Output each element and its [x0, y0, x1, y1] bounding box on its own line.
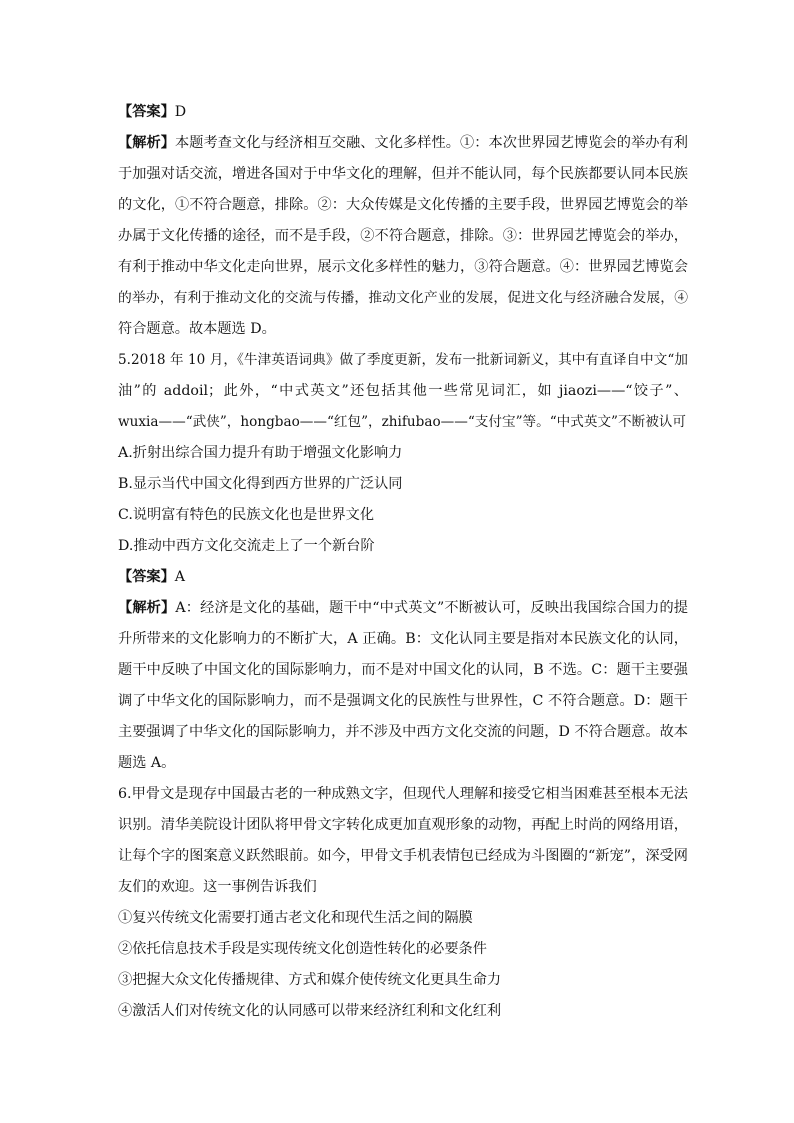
q4-answer [118, 97, 688, 128]
q5-option-b: B.显示当代中国文化得到西方世界的广泛认同 [118, 476, 403, 492]
q4-analysis-line: 于加强对话交流，增进各国对于中华文化的理解，但并不能认同，每个民族都要认同本民族 [118, 166, 688, 182]
q6-item-1: ①复兴传统文化需要打通古老文化和现代生活之间的隔膜 [118, 910, 473, 926]
q5-stem-line: 5.2018 年 10 月，《牛津英语词典》做了季度更新，发布一批新词新义，其中有直译自中文“加 [118, 352, 688, 368]
q5-analysis-line: 主要强调了中华文化的国际影响力，并不涉及中西方文化交流的问题，D 不符合题意。故本 [118, 724, 688, 740]
q4-analysis-line: 符合题意。故本题选 D。 [118, 321, 276, 337]
q6-stem-line: 让每个字的图案意义跃然眼前。如今，甲骨文手机表情包已经成为斗图圈的“新宠”，深受网 [118, 848, 688, 864]
q5-analysis-label: 【解析】 [118, 600, 176, 616]
q6-stem-line: 6.甲骨文是现存中国最古老的一种成熟文字，但现代人理解和接受它相当困难甚至根本无法 [118, 786, 688, 802]
q6-stem-line: 友们的欢迎。这一事例告诉我们 [118, 879, 317, 895]
q5-analysis-line [118, 593, 688, 624]
q5-option-c: C.说明富有特色的民族文化也是世界文化 [118, 507, 375, 523]
q4-analysis-line: 有利于推动中华文化走向世界，展示文化多样性的魅力，③符合题意。④：世界园艺博览会 [118, 259, 688, 275]
q6-item-3: ③把握大众文化传播规律、方式和媒介使传统文化更具生命力 [118, 972, 502, 988]
q4-answer-value: D [174, 104, 187, 120]
q5-analysis-text: A：经济是文化的基础，题干中“中式英文”不断被认可，反映出我国综合国力的提 [175, 600, 688, 616]
q5-stem-line: 油”的 addoil；此外，“中式英文”还包括其他一些常见词汇，如 jiaozi——“饺子”、 [118, 383, 688, 399]
q5-option-a: A.折射出综合国力提升有助于增强文化影响力 [118, 445, 403, 461]
q5-answer-label: 【答案】 [118, 569, 175, 585]
document-content [118, 97, 688, 1027]
q5-analysis-line: 题选 A。 [118, 755, 176, 771]
q4-answer-label: 【答案】 [118, 104, 175, 120]
q4-analysis-text: 本题考查文化与经济相互交融、文化多样性。①：本次世界园艺博览会的举办有利 [175, 135, 688, 151]
q6-stem-line: 识别。清华美院设计团队将甲骨文字转化成更加直观形象的动物，再配上时尚的网络用语， [118, 817, 688, 833]
q5-stem-line: wuxia——“武侠”，hongbao——“红包”，zhifubao——“支付宝”等。“中式英文”不断被认可 [118, 414, 686, 430]
q4-analysis-line: 的举办，有利于推动文化的交流与传播，推动文化产业的发展，促进文化与经济融合发展，④ [118, 290, 688, 306]
q5-analysis-line: 调了中华文化的国际影响力，而不是强调文化的民族性与世界性，C 不符合题意。D：题干 [118, 693, 688, 709]
q6-item-4: ④激活人们对传统文化的认同感可以带来经济红利和文化红利 [118, 1003, 502, 1019]
q6-item-2: ②依托信息技术手段是实现传统文化创造性转化的必要条件 [118, 941, 487, 957]
q4-analysis-line [118, 128, 688, 159]
q4-analysis-label: 【解析】 [118, 135, 176, 151]
q5-analysis-line: 题干中反映了中国文化的国际影响力，而不是对中国文化的认同，B 不选。C：题干主要强 [118, 662, 688, 678]
q4-analysis-line: 的文化，①不符合题意，排除。②：大众传媒是文化传播的主要手段，世界园艺博览会的举 [118, 197, 688, 213]
q5-answer-value: A [174, 569, 186, 585]
q5-answer [118, 562, 688, 593]
q5-analysis-line: 升所带来的文化影响力的不断扩大，A 正确。B：文化认同主要是指对本民族文化的认同， [118, 631, 688, 647]
q4-analysis-line: 办属于文化传播的途径，而不是手段，②不符合题意，排除。③：世界园艺博览会的举办， [118, 228, 688, 244]
q5-option-d: D.推动中西方文化交流走上了一个新台阶 [118, 538, 375, 554]
